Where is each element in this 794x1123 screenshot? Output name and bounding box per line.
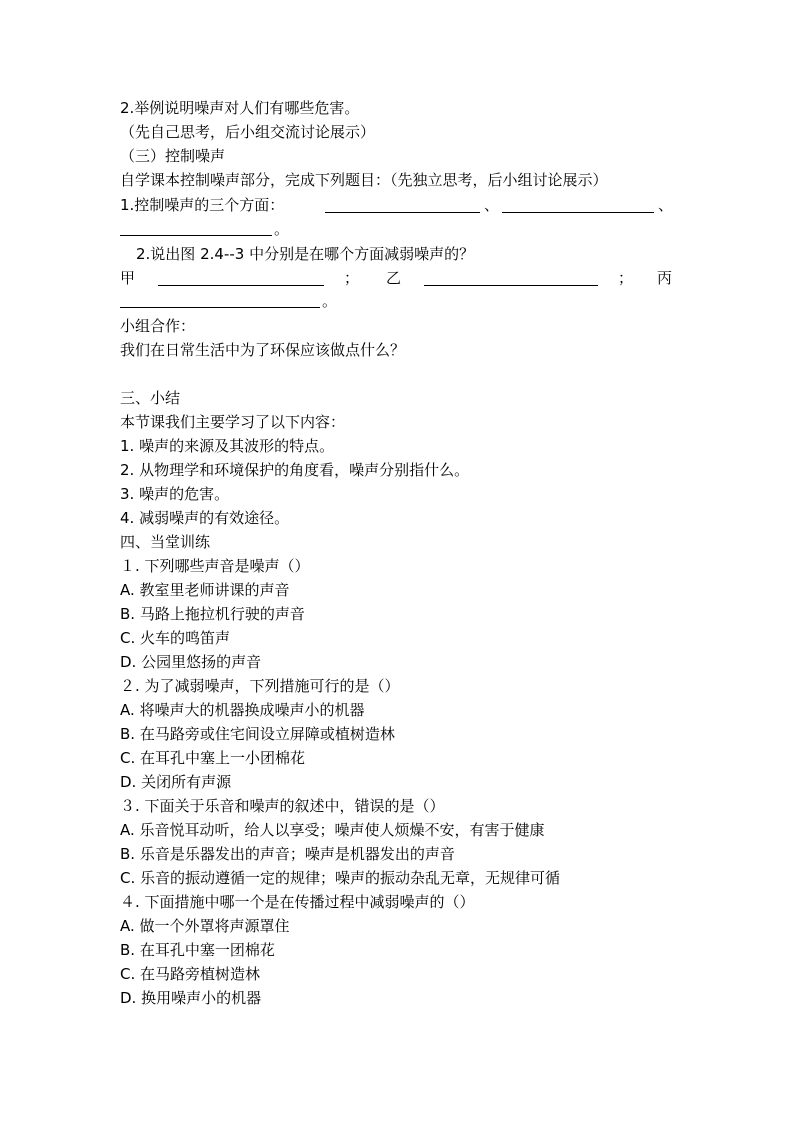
summary-title: 三、小结 [120,389,181,407]
option-c[interactable]: C. 在耳孔中塞上一小团棉花 [120,749,306,767]
practice-title: 四、当堂训练 [120,533,211,551]
semicolon-2: ； [618,269,634,287]
answer-blank-yi[interactable] [424,284,598,286]
group-work-title: 小组合作： [120,317,196,335]
answer-blank-1[interactable] [325,211,480,213]
end-mark-2: 。 [322,292,338,310]
semicolon-1: ； [344,269,360,287]
summary-intro: 本节课我们主要学习了以下内容： [120,413,346,431]
summary-item: 4. 减弱噪声的有效途径。 [120,509,290,527]
label-bing: 丙 [657,269,673,287]
option-a[interactable]: A. 教室里老师讲课的声音 [120,581,290,599]
figure-question: 2.说出图 2.4--3 中分别是在哪个方面减弱噪声的？ [136,245,475,263]
option-b[interactable]: B. 在耳孔中塞一团棉花 [120,941,275,959]
option-b[interactable]: B. 马路上拖拉机行驶的声音 [120,605,305,623]
self-study-intro: 自学课本控制噪声部分，完成下列题目：（先独立思考，后小组讨论展示） [120,171,608,189]
part-3-title: （三）控制噪声 [120,147,226,165]
option-d[interactable]: D. 换用噪声小的机器 [120,989,262,1007]
summary-item: 2. 从物理学和环境保护的角度看，噪声分别指什么。 [120,461,470,479]
option-a[interactable]: A. 将噪声大的机器换成噪声小的机器 [120,701,365,719]
practice-question-1: １. 下列哪些声音是噪声（） [120,557,310,575]
practice-question-3: ３. 下面关于乐音和噪声的叙述中，错误的是（） [120,797,445,815]
option-a[interactable]: A. 乐音悦耳动听，给人以享受；噪声使人烦燥不安，有害于健康 [120,821,545,839]
separator-1: 、 [484,196,500,214]
summary-item: 1. 噪声的来源及其波形的特点。 [120,437,335,455]
option-b[interactable]: B. 乐音是乐器发出的声音；噪声是机器发出的声音 [120,845,455,863]
option-c[interactable]: C. 乐音的振动遵循一定的规律；噪声的振动杂乱无章，无规律可循 [120,869,561,887]
question-2-note: （先自己思考，后小组交流讨论展示） [120,123,376,141]
answer-blank-3[interactable] [120,234,272,236]
practice-question-4: ４. 下面措施中哪一个是在传播过程中减弱噪声的（） [120,893,475,911]
separator-2: 、 [658,196,674,214]
label-jia: 甲 [120,269,136,287]
group-work-question: 我们在日常生活中为了环保应该做点什么？ [120,341,406,359]
option-d[interactable]: D. 关闭所有声源 [120,773,232,791]
option-d[interactable]: D. 公园里悠扬的声音 [120,653,262,671]
end-mark-1: 。 [274,220,290,238]
answer-blank-bing[interactable] [120,306,320,308]
option-b[interactable]: B. 在马路旁或住宅间设立屏障或植树造林 [120,725,395,743]
option-c[interactable]: C. 在马路旁植树造林 [120,965,261,983]
label-yi: 乙 [386,269,402,287]
answer-blank-jia[interactable] [158,284,324,286]
control-aspects-label: 1.控制噪声的三个方面： [120,196,285,214]
control-aspects-question [120,195,284,215]
summary-item: 3. 噪声的危害。 [120,485,230,503]
question-2-harm: 2.举例说明噪声对人们有哪些危害。 [120,99,360,117]
option-a[interactable]: A. 做一个外罩将声源罩住 [120,917,290,935]
practice-question-2: ２. 为了减弱噪声，下列措施可行的是（） [120,677,400,695]
option-c[interactable]: C. 火车的鸣笛声 [120,629,231,647]
answer-blank-2[interactable] [502,211,654,213]
